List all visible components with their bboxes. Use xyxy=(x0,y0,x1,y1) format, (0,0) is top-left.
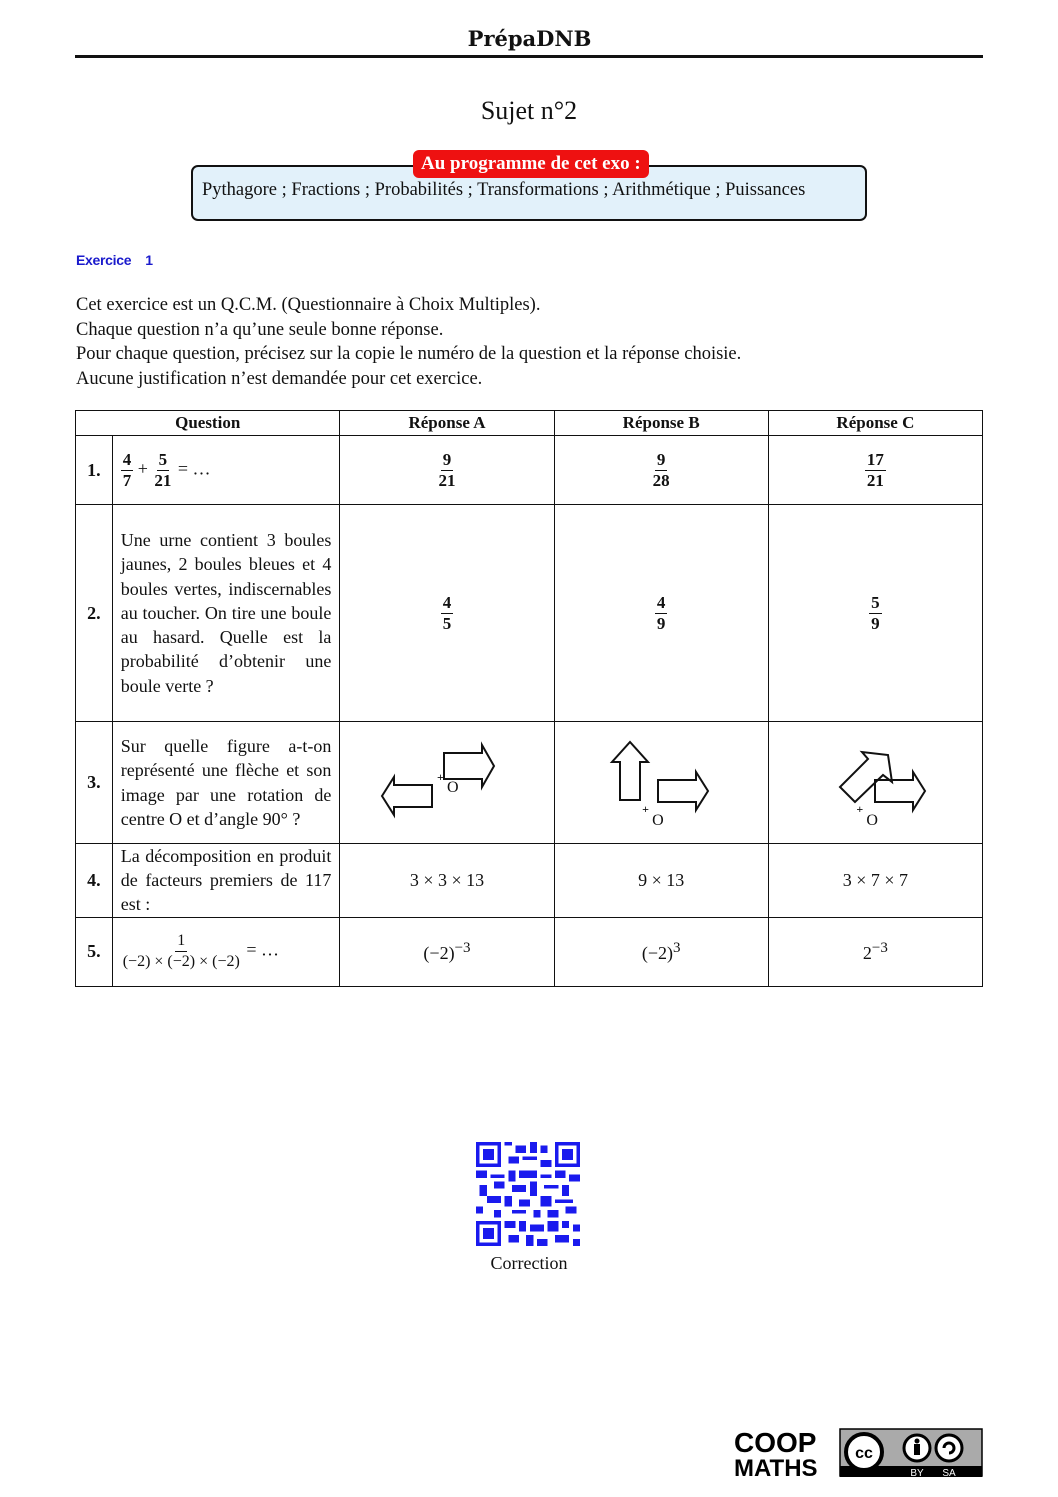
answer-b: $\frac{9}{28}$ xyxy=(554,436,768,505)
maths-logo-text: MATHS xyxy=(734,1455,818,1478)
answer-a: $\frac{9}{21}$ xyxy=(340,436,554,505)
by-label: BY xyxy=(910,1468,924,1478)
fraction: $\frac{5}{21}$ xyxy=(154,449,172,490)
table-row xyxy=(76,505,983,722)
answer-c xyxy=(768,722,982,844)
header-answer-b: Réponse B xyxy=(554,411,768,436)
table-row xyxy=(76,436,983,505)
question-text: Sur quelle figure a-t-on représenté une flèche et son image par une rotation de centre O et d’angle 90° ? xyxy=(112,722,340,844)
page-title: Sujet n°2 xyxy=(480,96,578,125)
program-topics: Pythagore ; Fractions ; Probabilités ; Transformations ; Arithmétique ; Puissances xyxy=(202,180,806,200)
question-text: $\frac{1}{(-2) \times (-2) \times (-2)}$ = … xyxy=(112,917,340,986)
qr-caption: Correction xyxy=(490,1253,568,1273)
exercise-label: Exercice xyxy=(76,252,132,268)
program-label: Au programme de cet exo : xyxy=(413,150,649,178)
question-number: 4. xyxy=(76,844,113,918)
question-text: Une urne contient 3 boules jaunes, 2 boules bleues et 4 boules vertes, indiscernables au toucher. On tire une boule au hasard. Quelle est la probabilité d’obtenir une boule verte ? xyxy=(112,505,340,722)
question-number: 3. xyxy=(76,722,113,844)
svg-text:cc: cc xyxy=(855,1445,873,1462)
answer-b xyxy=(554,722,768,844)
coopmaths-cc-by-sa-icon xyxy=(734,1428,983,1478)
answer-c: 3 × 7 × 7 xyxy=(768,844,982,918)
rotation-figure-c xyxy=(800,730,950,830)
exercise-title xyxy=(76,252,153,268)
question-text: La décomposition en produit de facteurs premiers de 117 est : xyxy=(112,844,340,918)
question-number: 5. xyxy=(76,917,113,986)
table-row xyxy=(76,917,983,986)
table-header-row xyxy=(76,411,983,436)
correction-qr-code[interactable] xyxy=(476,1142,580,1246)
answer-a: $\frac{4}{5}$ xyxy=(340,505,554,722)
header-question: Question xyxy=(76,411,340,436)
center-label: O xyxy=(652,812,664,829)
fraction: $\frac{1}{(-2) \times (-2) \times (-2)}$ xyxy=(122,932,240,971)
answer-a xyxy=(340,722,554,844)
table-row xyxy=(76,844,983,918)
answer-c: $\frac{17}{21}$ xyxy=(768,436,982,505)
center-label: O xyxy=(446,779,459,796)
exercise-number: 1 xyxy=(145,252,153,268)
license-badge xyxy=(734,1428,983,1478)
answer-b: $\frac{4}{9}$ xyxy=(554,505,768,722)
answer-c: $2^{-3}$ xyxy=(768,917,982,986)
fraction: $\frac{4}{7}$ xyxy=(122,449,132,490)
question-text: $\frac{4}{7}$ + $\frac{5}{21}$ = … xyxy=(112,436,340,505)
coop-logo-text: COOP xyxy=(734,1428,817,1458)
center-point: + xyxy=(436,770,444,784)
sa-label: SA xyxy=(942,1468,956,1478)
answer-c: $\frac{5}{9}$ xyxy=(768,505,982,722)
answer-a: 3 × 3 × 13 xyxy=(340,844,554,918)
document-header: PrépaDNB xyxy=(467,26,592,51)
rotation-figure-b xyxy=(586,730,736,830)
table-row xyxy=(76,722,983,844)
center-point: + xyxy=(856,802,864,816)
answer-a: $(-2)^{-3}$ xyxy=(340,917,554,986)
header-divider xyxy=(75,55,983,58)
intro-line: Cet exercice est un Q.C.M. (Questionnaire à Choix Multiples). xyxy=(76,295,541,315)
intro-line: Aucune justification n’est demandée pour cet exercice. xyxy=(76,368,483,389)
center-label: O xyxy=(866,812,878,829)
answer-b: 9 × 13 xyxy=(554,844,768,918)
header-answer-c: Réponse C xyxy=(768,411,982,436)
exercise-intro xyxy=(76,293,741,391)
qr-code-icon xyxy=(476,1142,580,1246)
qcm-table xyxy=(75,410,983,987)
answer-b: $(-2)^3$ xyxy=(554,917,768,986)
intro-line: Chaque question n’a qu’une seule bonne réponse. xyxy=(76,319,444,340)
rotation-figure-a xyxy=(372,730,522,830)
question-number: 1. xyxy=(76,436,113,505)
question-number: 2. xyxy=(76,505,113,722)
header-answer-a: Réponse A xyxy=(340,411,554,436)
intro-line: Pour chaque question, précisez sur la copie le numéro de la question et la réponse choisie. xyxy=(76,344,742,364)
center-point: + xyxy=(642,802,650,816)
